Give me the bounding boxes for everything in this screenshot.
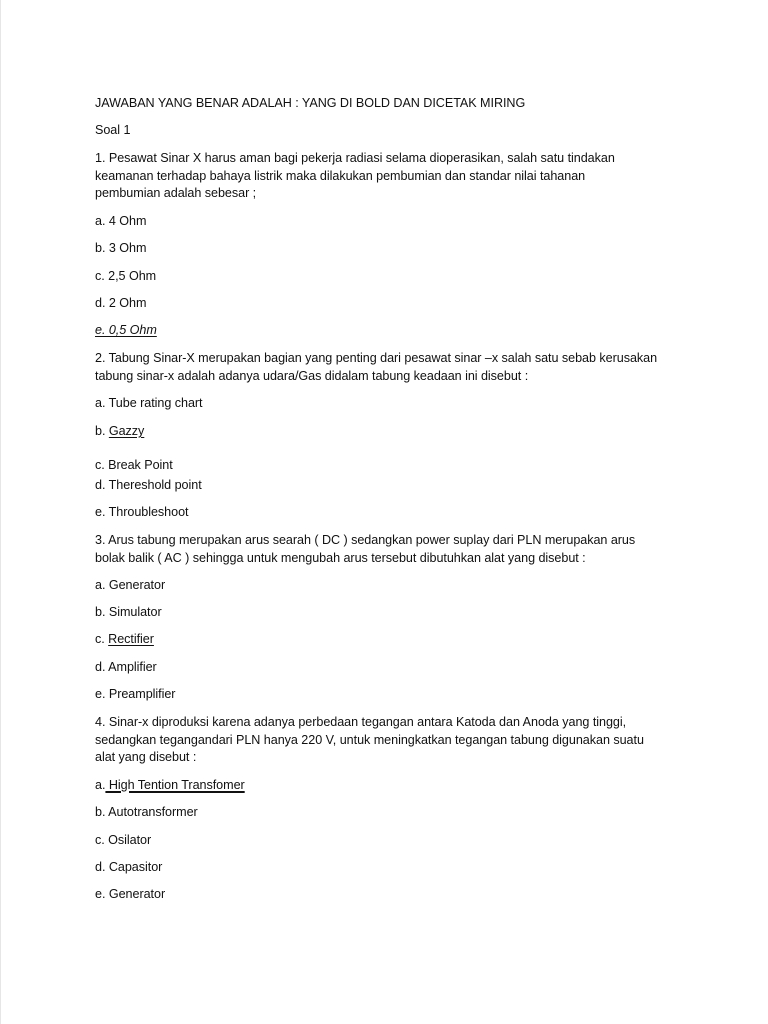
question-2-option-d: d. Thereshold point <box>95 478 202 492</box>
question-3-option-c-row <box>95 631 154 649</box>
question-2-line-2: tabung sinar-x adalah adanya udara/Gas didalam tabung keadaan ini disebut : <box>95 368 529 383</box>
question-1-option-a: a. 4 Ohm <box>95 214 147 228</box>
question-4-option-a-answer: High Tention Transfomer <box>105 778 245 792</box>
question-1-option-e-answer: e. 0,5 Ohm <box>95 323 157 337</box>
question-2-option-b-answer: Gazzy <box>108 424 145 438</box>
question-4-option-b: b. Autotransformer <box>95 805 198 819</box>
question-1-option-c: c. 2,5 Ohm <box>95 269 157 283</box>
question-3-line-1: 3. Arus tabung merupakan arus searah ( DC ) sedangkan power suplay dari PLN merupakan arus <box>95 533 636 547</box>
question-3-option-b: b. Simulator <box>95 605 162 619</box>
question-3-option-c-prefix: c. <box>95 632 109 646</box>
question-2-option-a: a. Tube rating chart <box>95 396 203 410</box>
question-1-line-1: 1. Pesawat Sinar X harus aman bagi pekerja radiasi selama dioperasikan, salah satu tindakan <box>95 151 615 165</box>
question-4-option-c: c. Osilator <box>95 833 152 847</box>
question-4-option-d: d. Capasitor <box>95 860 163 874</box>
question-2-option-c: c. Break Point <box>95 458 173 472</box>
question-4-option-a-prefix: a. <box>95 778 106 792</box>
section-title: Soal 1 <box>95 123 131 137</box>
question-4-line-2: sedangkan tegangandari PLN hanya 220 V, untuk meningkatkan tegangan tabung digunakan suatu <box>95 732 644 747</box>
question-2-line-1: 2. Tabung Sinar-X merupakan bagian yang penting dari pesawat sinar –x salah satu sebab kerusakan <box>95 351 658 365</box>
question-4-line-1: 4. Sinar-x diproduksi karena adanya perbedaan tegangan antara Katoda dan Anoda yang tinggi, <box>95 715 627 729</box>
question-2-option-b-prefix: b. <box>95 424 109 438</box>
question-3-option-a: a. Generator <box>95 578 166 592</box>
question-4-line-3: alat yang disebut : <box>95 750 197 764</box>
question-3-line-2: bolak balik ( AC ) sehingga untuk mengubah arus tersebut dibutuhkan alat yang disebut : <box>95 550 586 565</box>
question-2-option-b-row <box>95 423 144 441</box>
question-1-line-2: keamanan terhadap bahaya listrik maka dilakukan pembumian dan standar nilai tahanan <box>95 168 586 183</box>
question-1-option-b: b. 3 Ohm <box>95 241 147 255</box>
question-3-option-e: e. Preamplifier <box>95 687 176 701</box>
question-1-line-3: pembumian adalah sebesar ; <box>95 186 257 200</box>
question-4-option-a-row <box>95 777 245 795</box>
question-3-option-c-answer: Rectifier <box>108 632 154 646</box>
question-3-option-d: d. Amplifier <box>95 660 157 674</box>
question-4-option-e: e. Generator <box>95 887 166 901</box>
page-heading: JAWABAN YANG BENAR ADALAH : YANG DI BOLD DAN DICETAK MIRING <box>95 96 526 110</box>
question-1-option-d: d. 2 Ohm <box>95 296 147 310</box>
question-2-option-e: e. Throubleshoot <box>95 505 189 519</box>
